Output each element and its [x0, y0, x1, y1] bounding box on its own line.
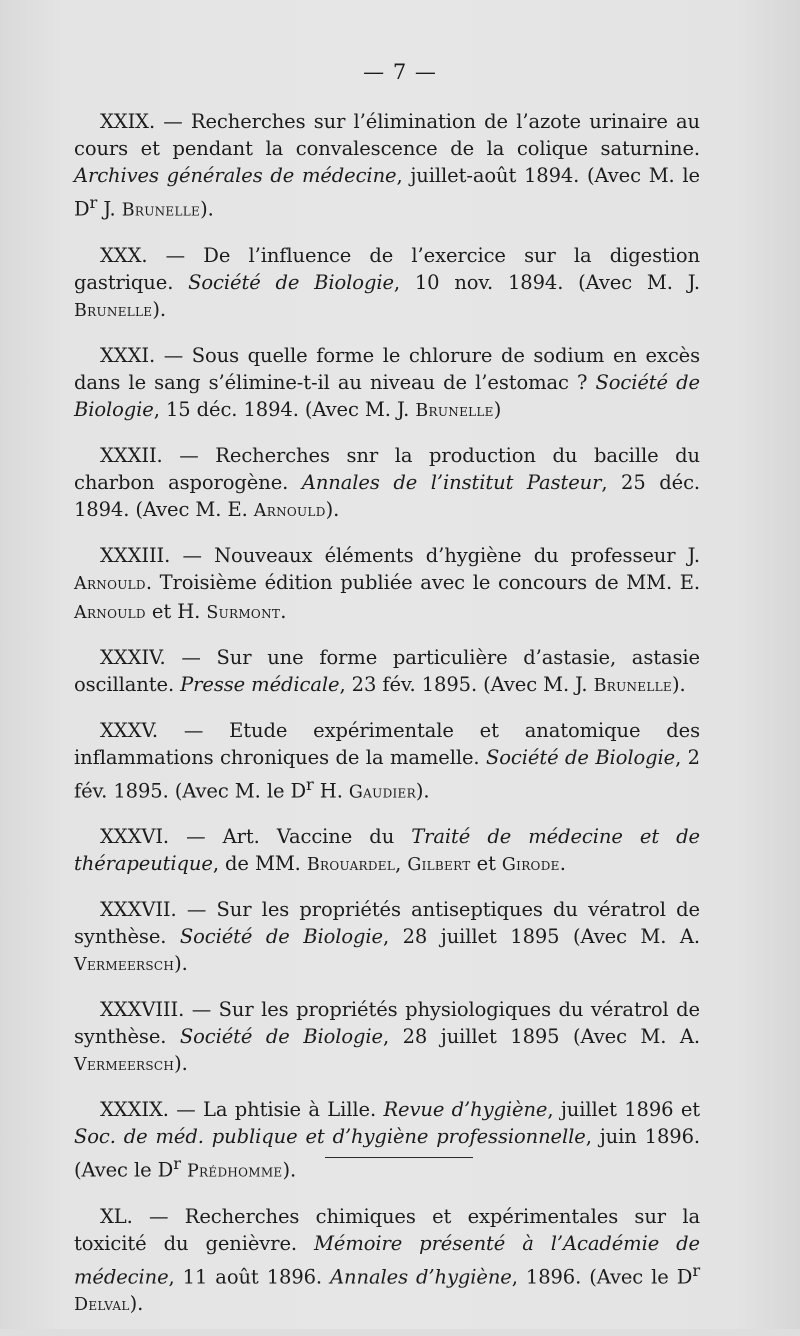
entry-separator: —: [132, 1204, 185, 1228]
entry-text: , 2 fév. 1895. (Avec M. le D: [74, 745, 700, 802]
entry-author-name: Arnould: [74, 573, 146, 594]
entry-number: XXXV.: [100, 718, 159, 742]
entry-text: , 28 juillet 1895 (Avec M. A.: [382, 1025, 700, 1048]
entry-text: ,: [395, 852, 408, 875]
entry-number: XXXI.: [100, 343, 156, 367]
entry-separator: —: [170, 543, 215, 567]
entry-superscript: r: [306, 774, 314, 794]
entry-author-name: Brunelle: [593, 675, 672, 696]
entry-text: . Troisième édition publiée avec le concours de MM. E.: [145, 570, 700, 594]
entry-text: , juillet-août 1894. (Avec M. le D: [74, 164, 700, 221]
entry-text: Recherches sur l’élimination de l’azote urinaire au cours et pendant la convalescence de la colique saturnine.: [74, 110, 700, 160]
entry-text: ).: [129, 1292, 144, 1315]
closing-rule: [325, 1157, 473, 1158]
entry-author-name: Vermeersch: [74, 955, 175, 975]
entry-number: XXXIX.: [100, 1098, 169, 1121]
entry-publication-title: Société de Biologie: [74, 370, 700, 421]
entry-text: Sur les propriétés antiseptiques du vératrol de synthèse.: [74, 898, 700, 948]
entry-text: , juillet 1896 et: [547, 1098, 701, 1121]
entry-number: XXXIV.: [100, 645, 166, 669]
bibliography-entry: [74, 717, 700, 807]
entry-text: .: [559, 852, 566, 875]
entry-text: ).: [282, 1158, 297, 1182]
entry-author-name: Brunelle: [74, 300, 153, 321]
entry-publication-title: Mémoire présenté à l’Académie de médecine: [74, 1231, 700, 1288]
entry-author-name: Brouardel: [306, 855, 396, 875]
entry-number: XXXVII.: [100, 898, 177, 921]
bibliography-entry: [74, 108, 700, 225]
entry-separator: —: [165, 645, 217, 669]
entry-separator: —: [162, 443, 216, 467]
entry-separator: —: [168, 1098, 204, 1121]
entry-text: , 10 nov. 1894. (Avec M. J.: [393, 270, 700, 294]
entry-superscript: r: [173, 1154, 181, 1173]
entry-separator: —: [155, 343, 192, 367]
entry-separator: —: [158, 718, 230, 742]
entry-number: XXXVIII.: [100, 998, 185, 1021]
page-number: — 7 —: [363, 60, 437, 84]
entry-author-name: Arnould: [253, 500, 326, 521]
bibliography-entry: [74, 1096, 700, 1186]
entry-text: , 28 juillet 1895 (Avec M. A.: [382, 925, 700, 948]
entry-number: XXXII.: [100, 443, 163, 467]
entry-text: , 23 fév. 1895. (Avec M. J.: [339, 672, 594, 696]
entry-text: , 25 déc. 1894. (Avec M. E.: [74, 470, 700, 521]
entry-text: Sur les propriétés physiologiques du vératrol de synthèse.: [74, 998, 700, 1048]
entry-text: et H.: [145, 599, 207, 623]
bibliography-list: [74, 108, 700, 1336]
bibliography-entry: [74, 1203, 700, 1320]
entry-text: , 11 août 1896.: [168, 1265, 331, 1288]
bibliography-entry: [74, 242, 700, 325]
entry-text: Recherches snr la production du bacille du charbon asporogène.: [74, 443, 700, 494]
entry-separator: —: [176, 898, 217, 921]
entry-author-name: Gaudier: [348, 782, 416, 802]
entry-text: ).: [200, 197, 214, 221]
entry-publication-title: Société de Biologie: [179, 1025, 383, 1048]
entry-text: Etude expérimentale et anatomique des inflammations chroniques de la mamelle.: [74, 718, 700, 769]
entry-text: ).: [152, 297, 166, 321]
bibliography-entry: [74, 644, 700, 700]
entry-publication-title: Traité de médecine et de thérapeutique: [74, 825, 700, 875]
entry-text: ).: [671, 672, 686, 696]
entry-superscript: r: [89, 193, 98, 212]
entry-number: XXXIII.: [100, 543, 171, 567]
entry-publication-title: Société de Biologie: [188, 270, 394, 294]
entry-author-name: Vermeersch: [74, 1055, 175, 1075]
bibliography-entry: [74, 896, 700, 979]
bibliography-entry: [74, 996, 700, 1079]
entry-text: Sur une forme particulière d’astasie, astasie oscillante.: [74, 645, 700, 696]
entry-text: .: [280, 599, 287, 623]
entry-author-name: Gilbert: [407, 855, 471, 875]
entry-author-name: Arnould: [74, 602, 146, 623]
entry-text: H.: [313, 779, 349, 802]
entry-publication-title: Société de Biologie: [179, 925, 383, 948]
entry-separator: —: [147, 243, 204, 267]
entry-publication-title: Annales de l’institut Pasteur: [301, 470, 602, 494]
entry-number: XXIX.: [100, 110, 156, 133]
entry-text: La phtisie à Lille.: [203, 1098, 384, 1121]
entry-publication-title: Soc. de méd. publique et d’hygiène professionnelle: [74, 1125, 586, 1148]
bibliography-entry: [74, 542, 700, 627]
entry-text: ).: [325, 497, 340, 521]
bibliography-entry: [74, 442, 700, 525]
entry-text: ): [493, 397, 502, 421]
entry-publication-title: Archives générales de médecine: [74, 164, 397, 187]
entry-text: Art. Vaccine du: [222, 825, 412, 848]
entry-text: , de MM.: [212, 852, 307, 875]
entry-author-name: Delval: [74, 1295, 130, 1315]
entry-text: De l’influence de l’exercice sur la digestion gastrique.: [74, 243, 700, 294]
entry-separator: —: [184, 998, 219, 1021]
entry-text: , 15 déc. 1894. (Avec M. J.: [153, 397, 416, 421]
entry-author-name: Brunelle: [121, 200, 201, 221]
entry-separator: —: [155, 110, 191, 133]
entry-number: XXXVI.: [100, 825, 170, 848]
entry-text: , juin 1896. (Avec le D: [74, 1125, 700, 1182]
entry-text: Recherches chimiques et expérimentales sur la toxicité du genièvre.: [74, 1204, 700, 1255]
entry-text: ).: [174, 1052, 188, 1075]
entry-text: Sous quelle forme le chlorure de sodium en excès dans le sang s’élimine-t-il au niveau de l’estomac ?: [74, 343, 700, 394]
entry-author-name: Surmont: [206, 602, 281, 623]
bibliography-entry: [74, 823, 700, 879]
entry-author-name: Girode: [501, 855, 560, 875]
entry-publication-title: Société de Biologie: [486, 745, 676, 769]
entry-text: et: [470, 852, 502, 875]
entry-separator: —: [169, 825, 223, 848]
entry-publication-title: Annales d’hygiène: [330, 1265, 512, 1288]
entry-author-name: Prédhomme: [186, 1161, 283, 1182]
entry-publication-title: Presse médicale: [180, 672, 340, 696]
entry-publication-title: Revue d’hygiène: [383, 1098, 548, 1121]
entry-text: J.: [97, 197, 122, 221]
bibliography-entry: [74, 342, 700, 425]
entry-text: ).: [174, 952, 188, 975]
entry-number: XXX.: [100, 243, 148, 267]
entry-author-name: Brunelle: [415, 400, 494, 421]
entry-text: , 1896. (Avec le D: [511, 1265, 693, 1288]
entry-number: XL.: [100, 1204, 133, 1228]
entry-text: Nouveaux éléments d’hygiène du professeur J.: [214, 543, 700, 567]
entry-superscript: r: [692, 1260, 700, 1280]
entry-text: ).: [415, 779, 430, 802]
